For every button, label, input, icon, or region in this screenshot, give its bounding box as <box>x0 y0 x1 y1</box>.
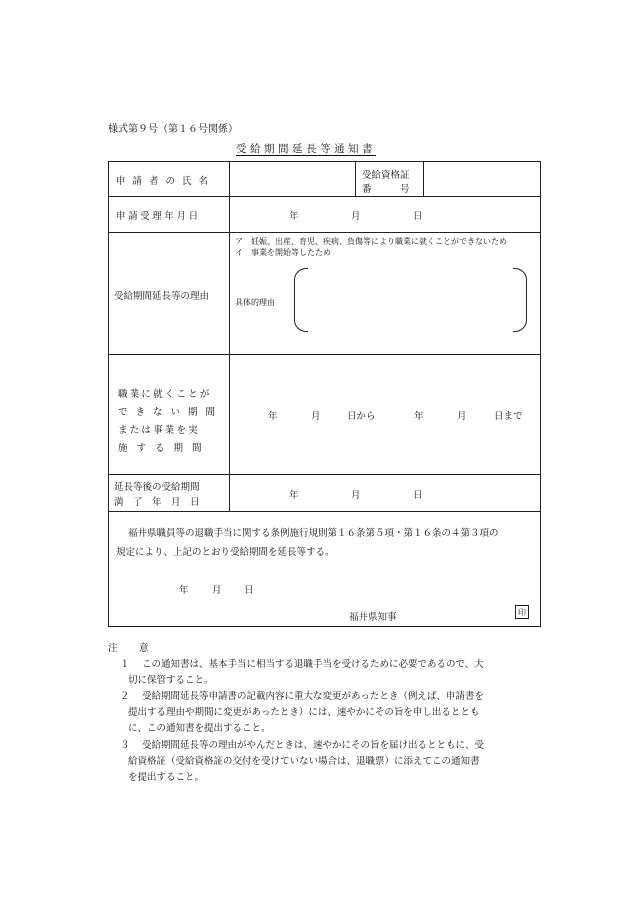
end-day-unit: 日 <box>413 490 423 501</box>
note-text: 切に保管すること。 <box>128 675 214 686</box>
seal-mark <box>515 605 529 619</box>
row-divider <box>108 196 541 197</box>
end-month-unit: 月 <box>351 490 361 501</box>
period-label-line3: または事業を実 <box>118 425 200 436</box>
period-label-line4: 施する期間 <box>118 443 211 454</box>
note-text: を提出すること。 <box>128 772 205 783</box>
period-from-year-unit: 年 <box>268 411 278 422</box>
row-divider <box>108 474 541 475</box>
cert-number-field[interactable] <box>426 164 538 194</box>
cert-number-label-2: 番 号 <box>362 184 410 195</box>
receipt-date-label: 申請受理年月日 <box>116 211 201 222</box>
end-date-label-line1: 延長等後の受給期間 <box>114 482 200 493</box>
bracket-left <box>294 268 308 332</box>
note-text: 給資格証（受給資格証の交付を受けていない場合は、退職票）に添えてこの通知書 <box>128 756 480 767</box>
end-year-unit: 年 <box>289 490 299 501</box>
seal-label: 印 <box>518 607 526 617</box>
applicant-name-field[interactable] <box>232 164 352 194</box>
row-divider <box>108 232 541 233</box>
period-to-year-unit: 年 <box>414 411 424 422</box>
column-divider <box>229 161 230 511</box>
extension-reason-label: 受給期間延長等の理由 <box>114 291 210 302</box>
period-from-month-unit: 月 <box>311 411 321 422</box>
notes-title: 注 意 <box>108 643 155 654</box>
applicant-name-label: 申請者の氏名 <box>116 176 216 187</box>
note-text: この通知書は、基本手当に相当する退職手当を受けるために必要であるので、大 <box>142 659 484 670</box>
bracket-right <box>513 268 527 332</box>
form-reference: 様式第９号（第１６号関係） <box>108 124 238 135</box>
date-year-unit: 年 <box>289 211 299 222</box>
issuer-name: 福井県知事 <box>349 612 397 623</box>
period-to-day-unit: 日まで <box>494 411 523 422</box>
note-text: 提出する理由や期間に変更があったとき）には、速やかにその旨を申し出るととも <box>128 707 480 718</box>
cert-number-label: 受給資格証 <box>362 170 410 181</box>
notice-text-line2: 規定により、上記のとおり受給期間を延長等する。 <box>116 547 335 558</box>
note-text: 受給期間延長等申請書の記載内容に重大な変更があったとき（例えば、申請書を <box>142 691 484 702</box>
note-number: ２ <box>120 691 130 702</box>
period-label-line2: できない期間 <box>118 407 224 418</box>
reason-option-a[interactable]: ア 妊娠、出産、育児、疾病、負傷等により職業に就くことができないため <box>235 237 507 246</box>
notice-year-unit: 年 <box>179 585 189 596</box>
specific-reason-field[interactable] <box>310 270 510 330</box>
specific-reason-label: 具体的理由 <box>235 298 275 307</box>
document-title: 受給期間延長等通知書 <box>236 143 376 155</box>
column-divider <box>355 161 356 196</box>
end-date-label-line2: 満 了 年 月 日 <box>114 497 200 508</box>
date-month-unit: 月 <box>351 211 361 222</box>
row-divider <box>108 354 541 355</box>
reason-option-i[interactable]: イ 事業を開始等したため <box>235 248 331 257</box>
note-text: に、この通知書を提出すること。 <box>128 723 271 734</box>
note-number: １ <box>120 659 130 670</box>
notice-month-unit: 月 <box>212 585 222 596</box>
period-label-line1: 職業に就くことが <box>118 389 212 400</box>
notice-day-unit: 日 <box>244 585 254 596</box>
period-to-month-unit: 月 <box>457 411 467 422</box>
date-day-unit: 日 <box>413 211 423 222</box>
period-from-day-unit: 日から <box>347 411 376 422</box>
note-number: ３ <box>120 740 130 751</box>
note-text: 受給期間延長等の理由がやんだときは、速やかにその旨を届け出るとともに、受 <box>142 740 485 751</box>
row-divider <box>108 511 541 512</box>
notice-text-line1: 福井県職員等の退職手当に関する条例施行規則第１６条第５項・第１６条の４第３項の <box>128 528 499 539</box>
column-divider <box>423 161 424 196</box>
